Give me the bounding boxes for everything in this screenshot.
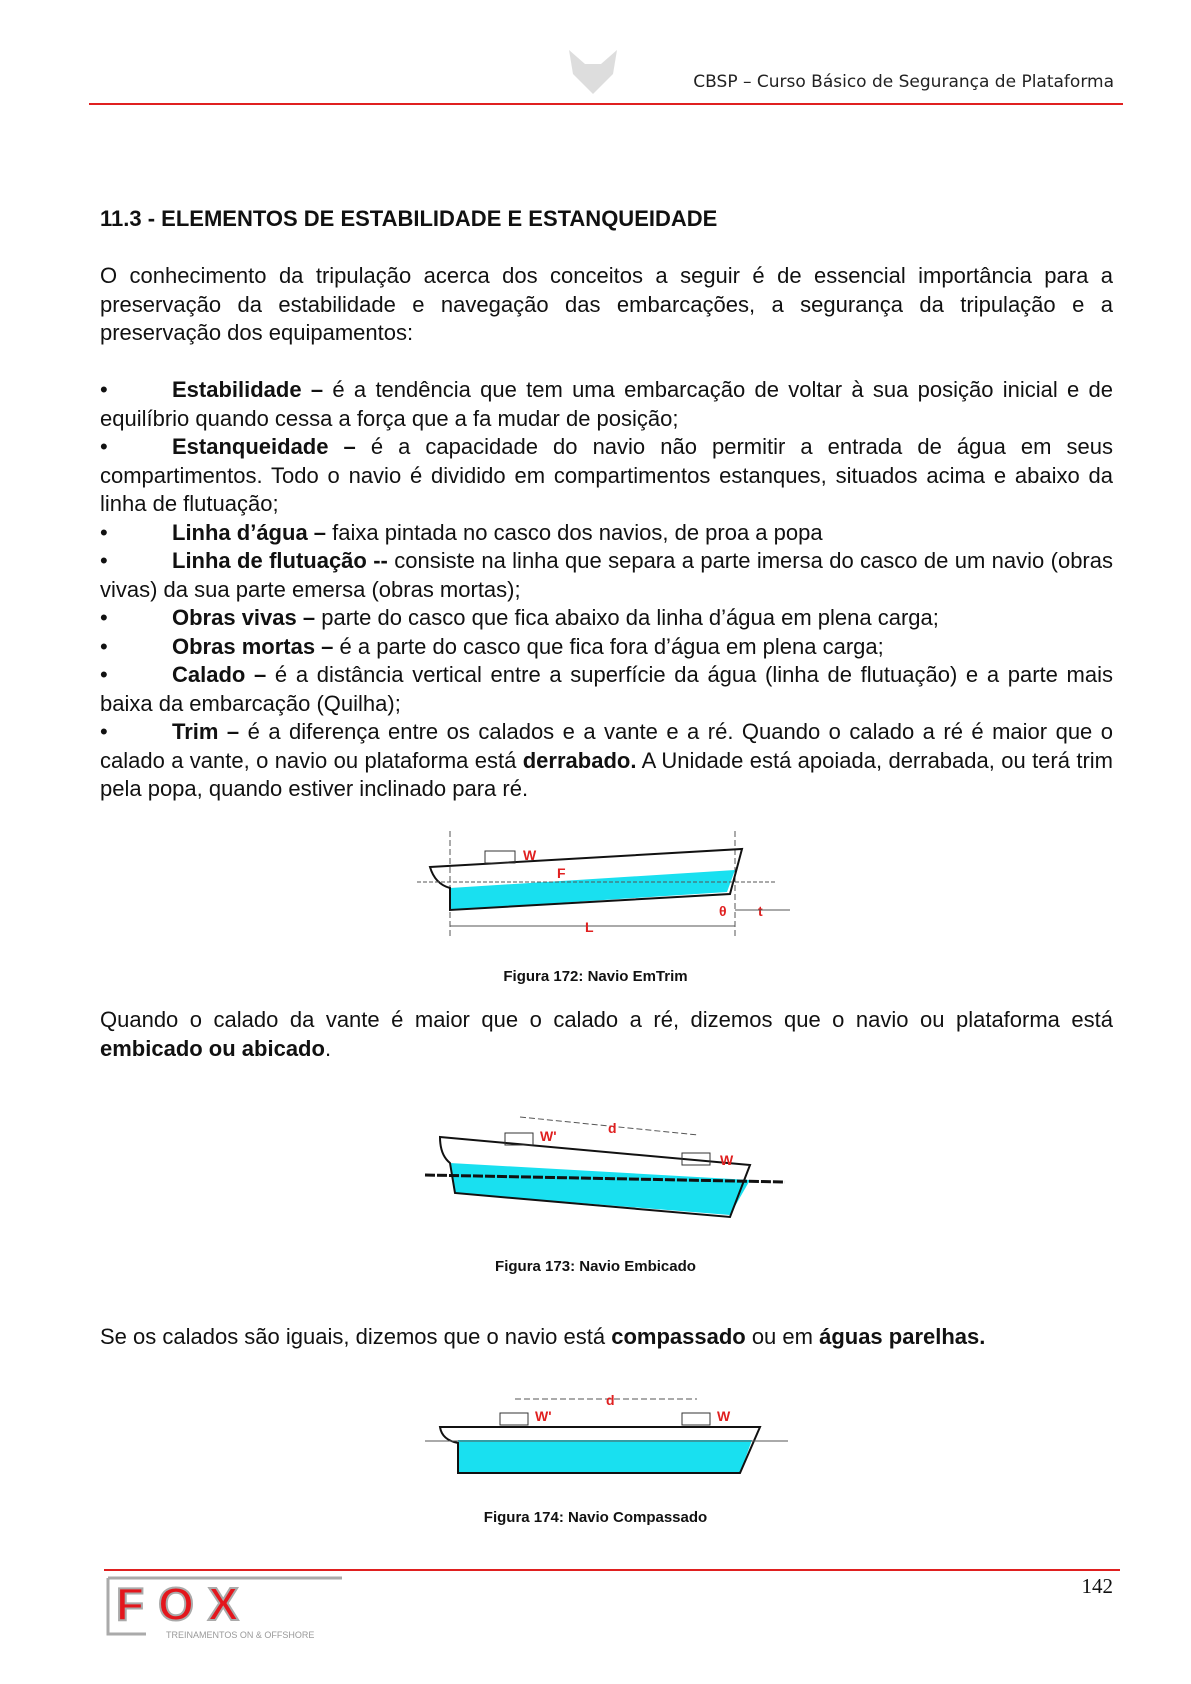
section-heading: 11.3 - ELEMENTOS DE ESTABILIDADE E ESTANQUEIDADE	[100, 206, 718, 231]
svg-text:d: d	[608, 1120, 617, 1136]
svg-text:TREINAMENTOS ON & OFFSHORE: TREINAMENTOS ON & OFFSHORE	[166, 1630, 315, 1640]
paragraph-compassado: Se os calados são iguais, dizemos que o navio está compassado ou em águas parelhas.	[100, 1324, 986, 1349]
svg-text:FOX: FOX	[116, 1578, 253, 1630]
page-number: 142	[1081, 1574, 1113, 1598]
list-item: • Linha d’água – faixa pintada no casco dos navios, de proa a popa	[100, 519, 823, 545]
list-item: • Obras mortas – é a parte do casco que fica fora d’água em plena carga;	[100, 633, 884, 659]
svg-text:W: W	[720, 1152, 734, 1168]
definitions-list	[100, 376, 1113, 804]
header-title: CBSP – Curso Básico de Segurança de Plataforma	[693, 72, 1114, 92]
svg-text:F: F	[557, 865, 566, 881]
figure-caption: Figura 172: Navio EmTrim	[503, 968, 688, 985]
figure-caption: Figura 173: Navio Embicado	[495, 1258, 696, 1275]
footer-divider	[104, 1569, 1120, 1571]
list-item: • Trim – é a diferença entre os calados e a vante e a ré. Quando o calado a ré é maior que o calado a vante, o navio ou plataforma está derrabado. A Unidade está apoiada, derrabada, ou terá trim pela popa, quando estiver inclinado para ré.	[100, 719, 1114, 801]
intro-paragraph: O conhecimento da tripulação acerca dos conceitos a seguir é de essencial importância para a preservação da estabilidade e navegação das embarcações, a segurança da tripulação e a preservação dos equipamentos:	[100, 263, 1113, 345]
figure-ship-embicado	[420, 1105, 790, 1230]
fox-watermark-icon	[563, 50, 623, 96]
svg-text:t: t	[758, 903, 763, 919]
svg-text:d: d	[606, 1392, 615, 1408]
svg-text:W: W	[523, 847, 537, 863]
header-divider	[89, 103, 1123, 105]
svg-text:θ: θ	[719, 903, 727, 919]
list-item: • Estanqueidade – é a capacidade do navio não permitir a entrada de água em seus compartimentos. Todo o navio é dividido em compartimentos estanques, situados acima e abaixo da linha de flutuação;	[100, 434, 1113, 516]
list-item: • Linha de flutuação -- consiste na linha que separa a parte imersa do casco de um navio (obras vivas) da sua parte emersa (obras mortas);	[100, 548, 1113, 602]
svg-text:W: W	[717, 1408, 731, 1424]
figure-ship-trim	[415, 826, 795, 946]
figure-ship-compassado	[420, 1385, 790, 1485]
list-item: • Obras vivas – parte do casco que fica abaixo da linha d’água em plena carga;	[100, 605, 939, 630]
list-item: • Estabilidade – é a tendência que tem uma embarcação de voltar à sua posição inicial e de equilíbrio quando cessa a força que a fa mudar de posição;	[100, 377, 1113, 431]
svg-text:W': W'	[535, 1408, 552, 1424]
fox-logo	[106, 1576, 346, 1642]
svg-text:L: L	[585, 919, 594, 935]
paragraph-embicado: Quando o calado da vante é maior que o calado a ré, dizemos que o navio ou plataforma está embicado ou abicado.	[100, 1007, 1113, 1061]
svg-text:W': W'	[540, 1128, 557, 1144]
figure-caption: Figura 174: Navio Compassado	[483, 1509, 708, 1526]
list-item: • Calado – é a distância vertical entre a superfície da água (linha de flutuação) e a parte mais baixa da embarcação (Quilha);	[100, 662, 1113, 716]
